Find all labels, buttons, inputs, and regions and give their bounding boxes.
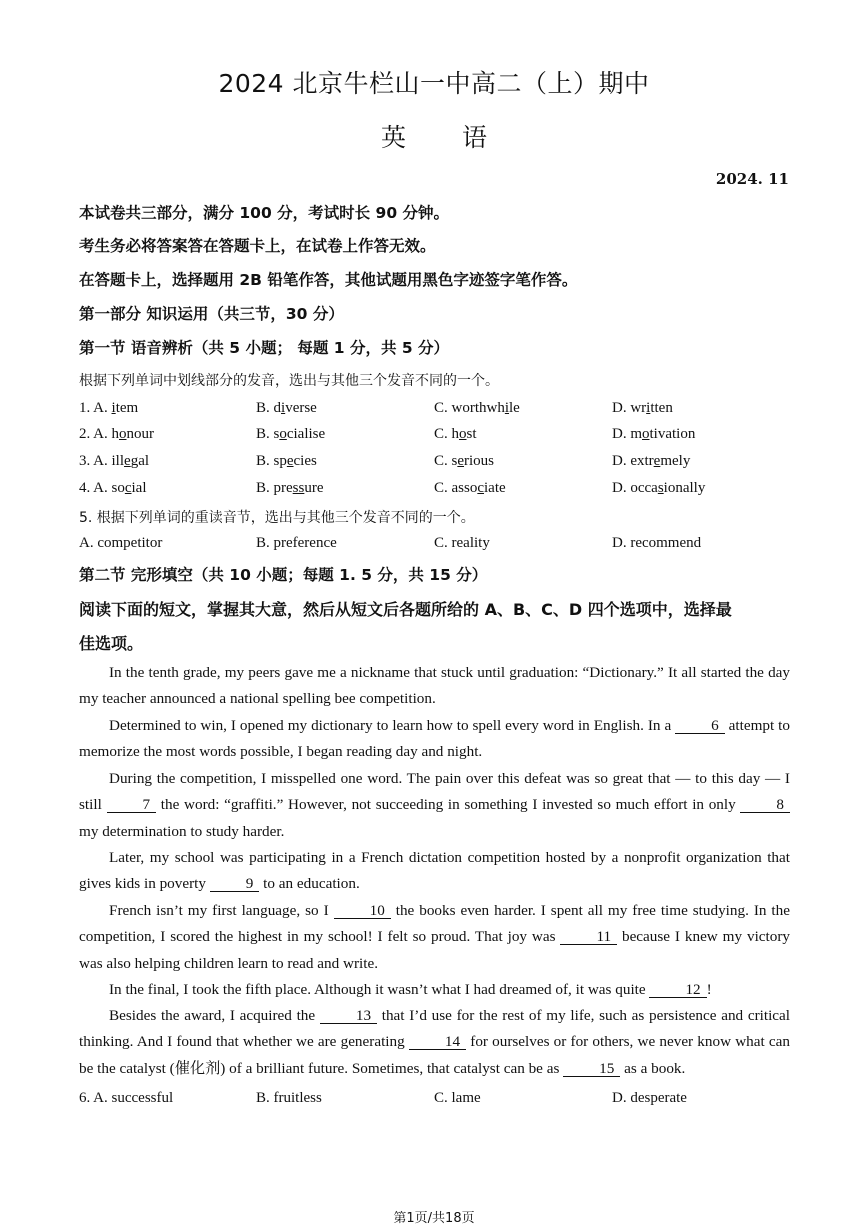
option-text: D. wr (612, 400, 647, 416)
passage-text: In the final, I took the fifth place. Although it wasn’t what I had dreamed of, it was quite (109, 981, 650, 998)
q4-option-d (612, 480, 705, 497)
passage-paragraph (79, 977, 790, 1003)
underlined-sound: e (286, 453, 294, 469)
q1-option-c (434, 400, 520, 417)
instruction-3: 在答题卡上，选择题用 2B 铅笔作答，其他试题用黑色字迹签字笔作答。 (79, 271, 578, 289)
passage-text: Besides the award, I acquired the (109, 1007, 320, 1024)
q2-option-d (612, 426, 695, 443)
cloze-blank: 8 (740, 797, 790, 813)
section1-heading: 第一节 语音辨析（共 5 小题； 每题 1 分，共 5 分） (79, 339, 450, 357)
option-text: 1. A. (79, 400, 112, 416)
phonetics-question-3 (79, 453, 799, 475)
phonetics-question-1 (79, 400, 799, 422)
passage-text: because I knew my victory was also helping children learn to read and write. (79, 928, 790, 972)
q2-option-a (79, 426, 154, 443)
option-text: iate (484, 480, 506, 496)
passage-text: attempt to memorize the most words possible, I began reading day and night. (79, 717, 790, 761)
part1-heading: 第一部分 知识运用（共三节，30 分） (79, 305, 344, 323)
passage-paragraph (79, 766, 790, 845)
underlined-sound: e (653, 453, 661, 469)
option-text: D. m (612, 426, 642, 442)
underlined-sound: o (119, 426, 127, 442)
option-text: mely (660, 453, 691, 469)
passage-text: my determination to study harder. (79, 822, 285, 840)
passage-text: During the competition, I misspelled one word. The pain over this defeat was so great that — to this day — I still (79, 770, 790, 814)
option-text: 4. A. so (79, 480, 125, 496)
option-text: B. d (256, 400, 282, 416)
q2-option-b (256, 426, 325, 443)
option-text: verse (285, 400, 317, 416)
underlined-sound: c (477, 480, 485, 496)
underlined-sound: ss (292, 480, 305, 496)
q6-options (79, 1090, 799, 1112)
option-text: ial (131, 480, 147, 496)
underlined-sound: i (504, 400, 510, 416)
q6-option-a: 6. A. successful (79, 1090, 174, 1106)
option-text: st (466, 426, 477, 442)
q4-option-c (434, 480, 506, 497)
underlined-sound: i (281, 400, 286, 416)
passage-paragraph (79, 845, 790, 898)
q5-direction: 5. 根据下列单词的重读音节，选出与其他三个发音不同的一个。 (79, 510, 475, 526)
option-text: tem (115, 400, 139, 416)
option-text: C. worthwh (434, 400, 505, 416)
option-text: ure (304, 480, 324, 496)
q1-option-a (79, 400, 138, 417)
option-text: le (509, 400, 520, 416)
option-text: rious (464, 453, 495, 469)
exam-date: 2024. 11 (715, 170, 789, 188)
q6-option-b: B. fruitless (256, 1090, 322, 1106)
q3-option-b (256, 453, 317, 470)
exam-title: 2024 北京牛栏山一中高二（上）期中 (218, 69, 650, 98)
option-text: B. s (256, 426, 280, 442)
q3-option-c (434, 453, 494, 470)
option-text: cies (293, 453, 317, 469)
passage-text: for ourselves or for others, we never know what can be the catalyst (催化剂) of a brilliant future. Sometimes, that catalyst can be as (79, 1033, 790, 1077)
cloze-blank: 11 (560, 929, 617, 945)
q6-option-d: D. desperate (612, 1090, 687, 1106)
underlined-sound: c (124, 480, 132, 496)
q5-option-c: C. reality (434, 535, 490, 551)
option-text: gal (130, 453, 150, 469)
passage-text: the books even harder. I spent all my free time studying. In the competition, I scored the highest in my school! I felt so proud. That joy was (79, 902, 790, 946)
option-text: 3. A. ill (79, 453, 125, 469)
instruction-1: 本试卷共三部分，满分 100 分，考试时长 90 分钟。 (79, 204, 450, 222)
q4-option-b (256, 480, 324, 497)
q5-option-b: B. preference (256, 535, 337, 551)
underlined-sound: e (457, 453, 465, 469)
option-text: D. extr (612, 453, 654, 469)
passage-text: as a book. (620, 1059, 686, 1077)
passage-paragraph (79, 660, 790, 713)
option-text: B. sp (256, 453, 287, 469)
page-footer: 第1页/共18页 (393, 1211, 475, 1226)
option-text: 2. A. h (79, 426, 120, 442)
cloze-blank: 15 (563, 1061, 620, 1077)
option-text: C. asso (434, 480, 478, 496)
phonetics-question-2 (79, 426, 799, 448)
q2-option-c (434, 426, 477, 443)
passage-paragraph (79, 898, 790, 977)
subject-char-1: 英 (380, 123, 406, 152)
option-text: B. pre (256, 480, 293, 496)
cloze-blank: 14 (409, 1034, 466, 1050)
cloze-blank: 13 (320, 1008, 377, 1024)
q6-option-c: C. lame (434, 1090, 481, 1106)
section2-heading: 第二节 完形填空（共 10 小题；每题 1. 5 分，共 15 分） (79, 566, 488, 584)
section2-direction-2: 佳选项。 (79, 634, 144, 653)
option-text: C. s (434, 453, 458, 469)
subject-char-2: 语 (462, 123, 488, 152)
q5-option-d: D. recommend (612, 535, 702, 551)
option-text: D. occa (612, 480, 658, 496)
option-text: tivation (649, 426, 696, 442)
q1-option-d (612, 400, 673, 417)
cloze-blank: 10 (334, 903, 391, 919)
underlined-sound: e (124, 453, 131, 469)
cloze-blank: 9 (210, 876, 260, 892)
underlined-sound: o (279, 426, 287, 442)
passage-text: to an education. (259, 875, 360, 893)
q4-option-a (79, 480, 147, 497)
q5-option-a: A. competitor (79, 535, 163, 551)
phonetics-question-4 (79, 480, 799, 502)
section1-direction: 根据下列单词中划线部分的发音，选出与其他三个发音不同的一个。 (79, 373, 499, 389)
passage-text: Determined to win, I opened my dictionary to learn how to spell every word in English. In a (109, 717, 676, 734)
passage-text: French isn’t my first language, so I (109, 902, 334, 919)
underlined-sound: s (657, 480, 664, 496)
passage-text: the word: “graffiti.” However, not succeeding in something I invested so much effort in only (156, 796, 741, 814)
passage-paragraph (79, 1003, 790, 1082)
option-text: C. h (434, 426, 460, 442)
passage-text: that I’d use for the rest of my life, such as persistence and critical thinking. And I found that whether we are generating (79, 1007, 790, 1051)
underlined-sound: i (111, 400, 116, 416)
underlined-sound: o (459, 426, 467, 442)
option-text: nour (126, 426, 155, 442)
subject-title (0, 118, 868, 154)
passage-text: ! (706, 981, 712, 998)
option-text: tten (650, 400, 673, 416)
q3-option-d (612, 453, 690, 470)
cloze-blank: 12 (649, 982, 706, 998)
passage-text: Later, my school was participating in a French dictation competition hosted by a nonprofit organization that gives kids in poverty (79, 849, 790, 893)
passage-text: In the tenth grade, my peers gave me a nickname that stuck until graduation: “Dictionary.” It all started the day my teacher announced a national spelling bee competition. (79, 664, 790, 708)
instruction-2: 考生务必将答案答在答题卡上，在试卷上作答无效。 (79, 237, 436, 255)
q5-options (79, 535, 799, 557)
option-text: ionally (663, 480, 706, 496)
underlined-sound: o (642, 426, 650, 442)
passage-paragraph (79, 713, 790, 766)
q3-option-a (79, 453, 149, 470)
cloze-blank: 6 (675, 718, 725, 734)
section2-direction-1: 阅读下面的短文，掌握其大意，然后从短文后各题所给的 A、B、C、D 四个选项中，选择最 (79, 600, 732, 619)
underlined-sound: i (646, 400, 651, 416)
cloze-blank: 7 (107, 797, 157, 813)
option-text: cialise (286, 426, 326, 442)
q1-option-b (256, 400, 317, 417)
